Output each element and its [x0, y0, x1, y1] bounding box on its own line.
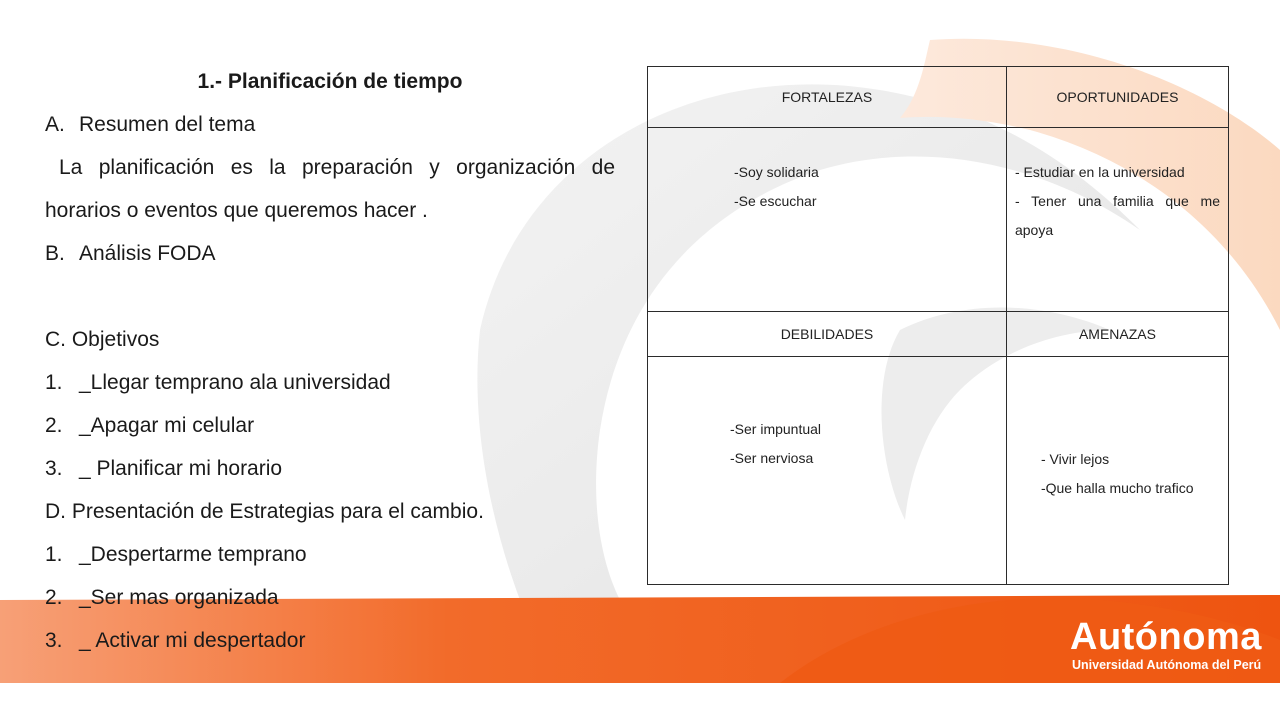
section-a-label: Resumen del tema: [79, 113, 256, 136]
objective-item: [45, 404, 615, 447]
strategy-text: _ Activar mi despertador: [79, 629, 306, 652]
oportunidades-cell: [1006, 128, 1228, 312]
section-d-heading: D. Presentación de Estrategias para el cambio.: [45, 500, 484, 523]
summary-text-1: La planificación es la preparación y organización de: [59, 156, 615, 179]
debilidades-header: DEBILIDADES: [648, 312, 1007, 357]
objective-number: 1.: [45, 371, 63, 394]
section-a-number: A.: [45, 113, 65, 136]
strategy-item: [45, 619, 615, 662]
section-b-label: Análisis FODA: [79, 242, 216, 265]
fortalezas-header: FORTALEZAS: [648, 67, 1007, 128]
amenazas-cell: [1006, 357, 1228, 585]
section-b-number: B.: [45, 242, 65, 265]
logo-name: Autónoma: [1070, 616, 1262, 658]
section-c-heading: C. Objetivos: [45, 328, 160, 351]
spacer: [45, 275, 615, 318]
page-title: 1.- Planificación de tiempo: [197, 70, 463, 93]
strategy-text: _Despertarme temprano: [79, 543, 307, 566]
slide-text-column: [45, 60, 615, 662]
summary-line-1: [45, 146, 615, 189]
strategy-item: [45, 576, 615, 619]
oportunidades-item: - Tener una familia que me apoya: [1014, 193, 1220, 238]
fortalezas-item: -Se escuchar: [734, 193, 817, 209]
university-logo: [1070, 616, 1262, 672]
logo-subtitle: Universidad Autónoma del Perú: [1072, 658, 1262, 672]
objective-text: _Apagar mi celular: [79, 414, 255, 437]
strategy-text: _Ser mas organizada: [79, 586, 279, 609]
objective-number: 2.: [45, 414, 63, 437]
strategy-number: 3.: [45, 629, 63, 652]
strategy-number: 2.: [45, 586, 63, 609]
section-b-heading: [45, 232, 615, 275]
amenazas-item: -Que halla mucho trafico: [1040, 480, 1194, 496]
debilidades-cell: [648, 357, 1007, 585]
fortalezas-item: -Soy solidaria: [734, 164, 819, 180]
oportunidades-item: - Estudiar en la universidad: [1014, 164, 1185, 180]
foda-table: [647, 66, 1229, 585]
objective-text: _ Planificar mi horario: [79, 457, 283, 480]
debilidades-item: -Ser impuntual: [730, 421, 822, 437]
section-a-heading: [45, 103, 615, 146]
objective-text: _Llegar temprano ala universidad: [79, 371, 391, 394]
fortalezas-cell: [648, 128, 1007, 312]
strategy-item: [45, 533, 615, 576]
summary-line-2: horarios o eventos que queremos hacer .: [45, 199, 428, 222]
objective-number: 3.: [45, 457, 63, 480]
objective-item: [45, 361, 615, 404]
strategy-number: 1.: [45, 543, 63, 566]
debilidades-item: -Ser nerviosa: [730, 450, 814, 466]
oportunidades-header: OPORTUNIDADES: [1006, 67, 1228, 128]
amenazas-item: - Vivir lejos: [1040, 451, 1110, 467]
objective-item: [45, 447, 615, 490]
amenazas-header: AMENAZAS: [1006, 312, 1228, 357]
